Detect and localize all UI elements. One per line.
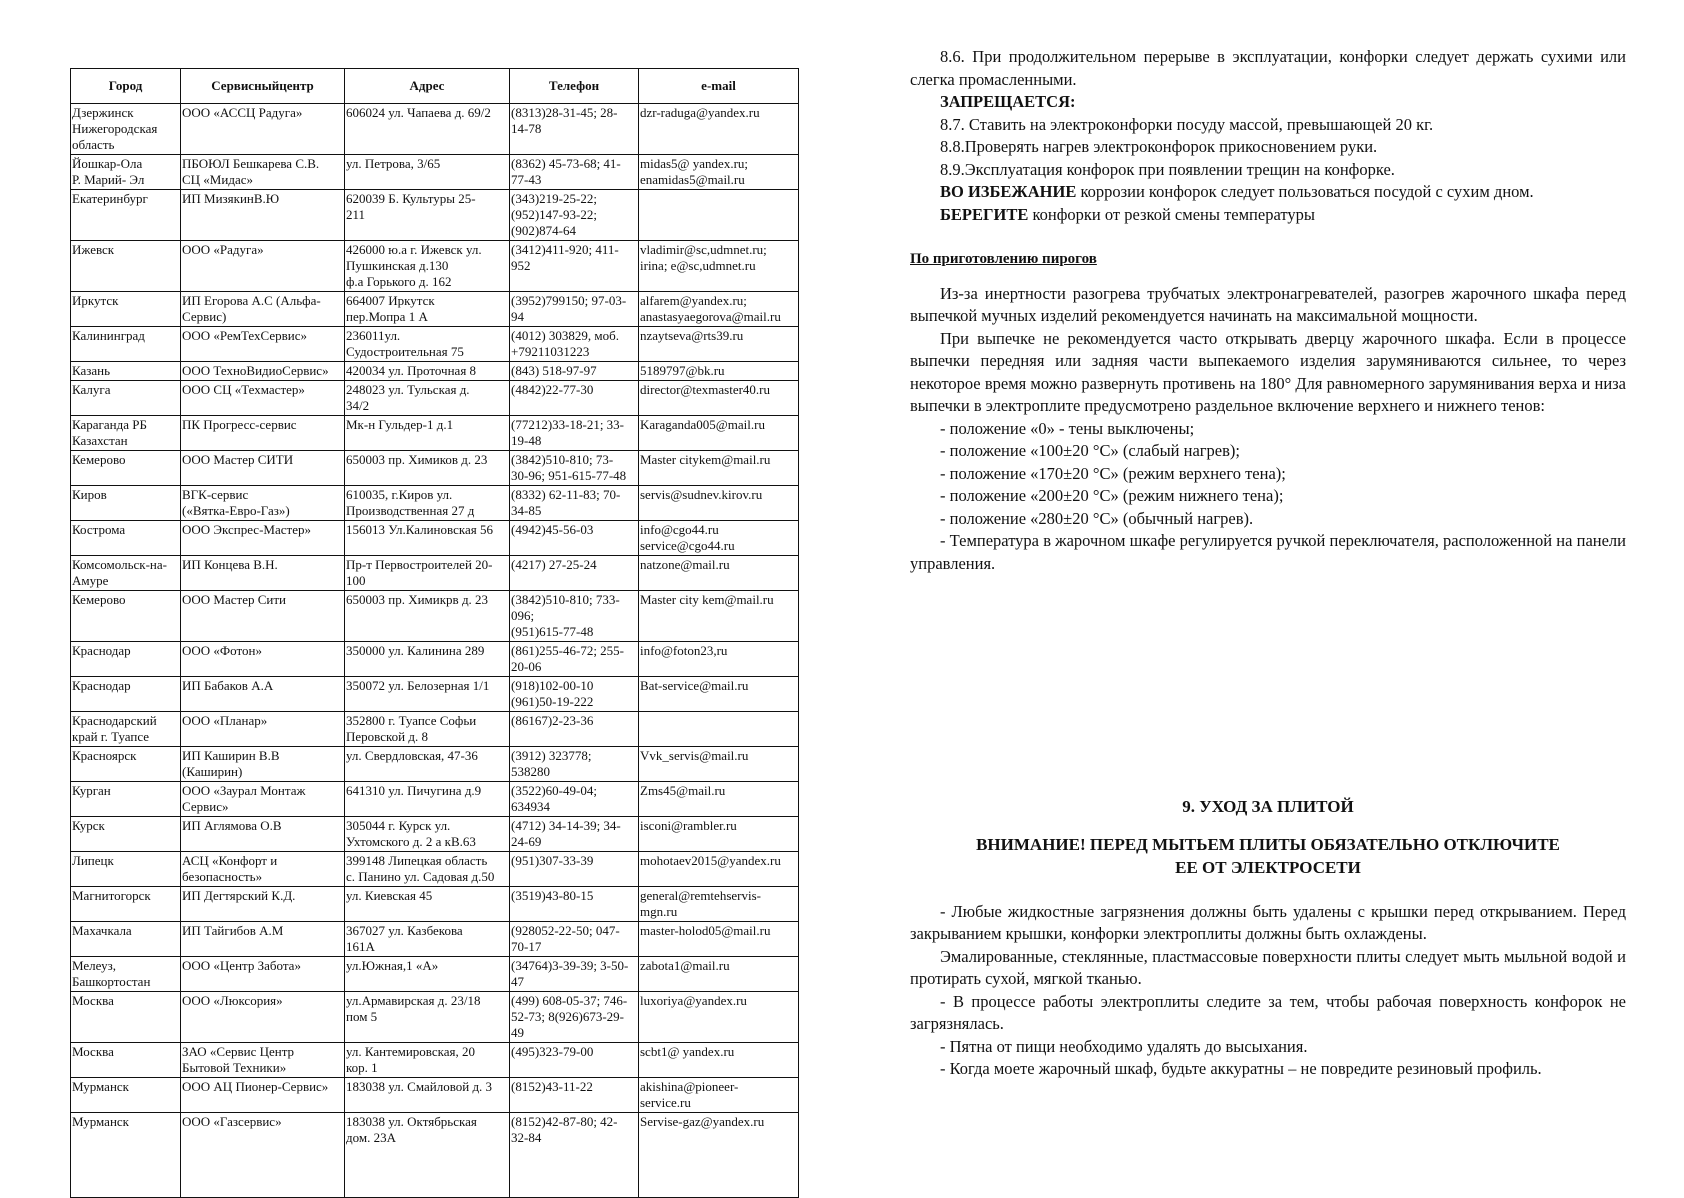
care-paragraphs <box>910 901 1626 1081</box>
table-row <box>71 292 799 327</box>
warning-line-2: ЕЕ ОТ ЭЛЕКТРОСЕТИ <box>1175 857 1361 877</box>
position-item: - положение «100±20 °С» (слабый нагрев); <box>940 441 1241 460</box>
phone-cell: (951)307-33-39 <box>510 852 639 887</box>
address-cell: 183038 ул. Смайловой д. 3 <box>345 1078 510 1113</box>
service-center-cell: ООО «Центр Забота» <box>181 957 345 992</box>
email-cell: akishina@pioneer- service.ru <box>639 1078 799 1113</box>
city-cell: Краснодарский край г. Туапсе <box>71 712 181 747</box>
position-item: - положение «0» - тены выключены; <box>940 418 1195 438</box>
phone-cell: (343)219-25-22; (952)147-93-22; (902)874-64 <box>510 190 639 241</box>
pies-paragraph-3: - Температура в жарочном шкафе регулируется ручкой переключателя, расположенной на панели управления. <box>910 531 1626 573</box>
address-cell: 620039 Б. Культуры 25- 211 <box>345 190 510 241</box>
rule-8-8: 8.8.Проверять нагрев электроконфорок прикосновением руки. <box>940 137 1378 156</box>
email-cell: info@foton23,ru <box>639 642 799 677</box>
city-cell: Екатеринбург <box>71 190 181 241</box>
service-center-cell: ООО Экспрес-Мастер» <box>181 521 345 556</box>
service-center-cell: ООО ТехноВидиоСервис» <box>181 362 345 381</box>
service-center-cell: ООО АЦ Пионер-Сервис» <box>181 1078 345 1113</box>
city-cell: Казань <box>71 362 181 381</box>
positions-list <box>910 418 1626 531</box>
email-cell: zabota1@mail.ru <box>639 957 799 992</box>
city-cell: Иркутск <box>71 292 181 327</box>
service-center-cell: ПК Прогресс-сервис <box>181 416 345 451</box>
city-cell: Мурманск <box>71 1113 181 1198</box>
service-center-cell: АСЦ «Конфорт и безопасность» <box>181 852 345 887</box>
email-cell: vladimir@sc,udmnet.ru; irina; e@sc,udmnet.ru <box>639 241 799 292</box>
address-cell: 641310 ул. Пичугина д.9 <box>345 782 510 817</box>
table-row <box>71 556 799 591</box>
service-center-cell: ВГК-сервис («Вятка-Евро-Газ») <box>181 486 345 521</box>
city-cell: Кострома <box>71 521 181 556</box>
city-cell: Калуга <box>71 381 181 416</box>
table-row <box>71 677 799 712</box>
phone-cell: (8152)43-11-22 <box>510 1078 639 1113</box>
table-row <box>71 486 799 521</box>
address-cell: ул. Кантемировская, 20 кор. 1 <box>345 1043 510 1078</box>
service-center-cell: ООО «Люксория» <box>181 992 345 1043</box>
table-row <box>71 817 799 852</box>
warning-line-1: ВНИМАНИЕ! ПЕРЕД МЫТЬЕМ ПЛИТЫ ОБЯЗАТЕЛЬНО ОТКЛЮЧИТЕ <box>976 834 1560 854</box>
address-cell: 350072 ул. Белозерная 1/1 <box>345 677 510 712</box>
city-cell: Краснодар <box>71 677 181 712</box>
service-center-cell: ЗАО «Сервис Центр Бытовой Техники» <box>181 1043 345 1078</box>
table-row <box>71 1043 799 1078</box>
email-cell: master-holod05@mail.ru <box>639 922 799 957</box>
table-row <box>71 957 799 992</box>
care-paragraph: - Когда моете жарочный шкаф, будьте аккуратны – не повредите резиновый профиль. <box>940 1059 1542 1078</box>
address-cell: 367027 ул. Казбекова 161А <box>345 922 510 957</box>
table-row <box>71 922 799 957</box>
service-center-cell: ИП Каширин В.В (Каширин) <box>181 747 345 782</box>
email-cell: 5189797@bk.ru <box>639 362 799 381</box>
email-cell: dzr-raduga@yandex.ru <box>639 104 799 155</box>
city-cell: Курган <box>71 782 181 817</box>
avoid-text: коррозии конфорок следует пользоваться посудой с сухим дном. <box>1076 182 1534 201</box>
email-cell: Vvk_servis@mail.ru <box>639 747 799 782</box>
table-row <box>71 747 799 782</box>
phone-cell: (499) 608-05-37; 746- 52-73; 8(926)673-29- 49 <box>510 992 639 1043</box>
service-center-cell: ИП Тайгибов А.М <box>181 922 345 957</box>
phone-cell: (3412)411-920; 411- 952 <box>510 241 639 292</box>
address-cell: 352800 г. Туапсе Софьи Перовской д. 8 <box>345 712 510 747</box>
city-cell: Курск <box>71 817 181 852</box>
position-item: - положение «200±20 °С» (режим нижнего тена); <box>940 486 1284 505</box>
table-row <box>71 416 799 451</box>
protect-bold: БЕРЕГИТЕ <box>940 204 1029 224</box>
address-cell: 350000 ул. Калинина 289 <box>345 642 510 677</box>
email-cell: Zms45@mail.ru <box>639 782 799 817</box>
email-cell: Master citykem@mail.ru <box>639 451 799 486</box>
phone-cell: (4842)22-77-30 <box>510 381 639 416</box>
address-cell: 426000 ю.а г. Ижевск ул. Пушкинская д.130 ф.а Горького д. 162 <box>345 241 510 292</box>
service-center-cell: ООО СЦ «Техмастер» <box>181 381 345 416</box>
phone-cell: (3842)510-810; 73- 30-96; 951-615-77-48 <box>510 451 639 486</box>
email-cell: Master city kem@mail.ru <box>639 591 799 642</box>
address-cell: 606024 ул. Чапаева д. 69/2 <box>345 104 510 155</box>
service-center-cell: ИП Концева В.Н. <box>181 556 345 591</box>
table-row <box>71 1078 799 1113</box>
email-cell: midas5@ yandex.ru; enamidas5@mail.ru <box>639 155 799 190</box>
city-cell: Москва <box>71 1043 181 1078</box>
email-cell: luxoriya@yandex.ru <box>639 992 799 1043</box>
phone-cell: (928052-22-50; 047- 70-17 <box>510 922 639 957</box>
address-cell: 610035, г.Киров ул. Производственная 27 д <box>345 486 510 521</box>
address-cell: ул.Армавирская д. 23/18 пом 5 <box>345 992 510 1043</box>
email-cell: Servise-gaz@yandex.ru <box>639 1113 799 1198</box>
care-section <box>910 796 1626 1081</box>
care-paragraph: Эмалированные, стеклянные, пластмассовые поверхности плиты следует мыть мыльной водой и протирать сухой, мягкой тканью. <box>910 946 1626 988</box>
phone-cell: (861)255-46-72; 255- 20-06 <box>510 642 639 677</box>
email-cell: mohotaev2015@yandex.ru <box>639 852 799 887</box>
column-header: Телефон <box>510 69 639 104</box>
email-cell: Bat-service@mail.ru <box>639 677 799 712</box>
service-center-cell: ООО «Планар» <box>181 712 345 747</box>
table-row <box>71 104 799 155</box>
rule-8-6: 8.6. При продолжительном перерыве в эксплуатации, конфорки следует держать сухими или слегка промасленными. <box>910 47 1626 89</box>
care-paragraph: - Пятна от пищи необходимо удалять до высыхания. <box>940 1036 1308 1056</box>
city-cell: Калининград <box>71 327 181 362</box>
table-row <box>71 642 799 677</box>
service-centers-table <box>70 68 799 1198</box>
pies-section <box>910 248 1626 575</box>
phone-cell: (3912) 323778; 538280 <box>510 747 639 782</box>
email-cell: alfarem@yandex.ru; anastasyaegorova@mail.ru <box>639 292 799 327</box>
rule-8-9: 8.9.Эксплуатация конфорок при появлении трещин на конфорке. <box>940 159 1395 179</box>
city-cell: Дзержинск Нижегородская область <box>71 104 181 155</box>
table-header-row <box>71 69 799 104</box>
table-row <box>71 381 799 416</box>
email-cell <box>639 712 799 747</box>
phone-cell: (4217) 27-25-24 <box>510 556 639 591</box>
rule-8-7: 8.7. Ставить на электроконфорки посуду массой, превышающей 20 кг. <box>940 114 1434 134</box>
address-cell: 399148 Липецкая область с. Панино ул. Садовая д.50 <box>345 852 510 887</box>
service-center-cell: ИП Аглямова О.В <box>181 817 345 852</box>
city-cell: Москва <box>71 992 181 1043</box>
care-paragraph: - В процессе работы электроплиты следите за тем, чтобы рабочая поверхность конфорок не загрязнялась. <box>910 991 1626 1033</box>
service-center-cell: ООО «РемТехСервис» <box>181 327 345 362</box>
email-cell: info@cgo44.ru service@cgo44.ru <box>639 521 799 556</box>
city-cell: Мелеуз, Башкортостан <box>71 957 181 992</box>
city-cell: Краснодар <box>71 642 181 677</box>
service-center-cell: ИП Егорова А.С (Альфа- Сервис) <box>181 292 345 327</box>
city-cell: Киров <box>71 486 181 521</box>
avoid-bold: ВО ИЗБЕЖАНИЕ <box>940 182 1077 201</box>
city-cell: Ижевск <box>71 241 181 292</box>
service-center-cell: ООО «Газсервис» <box>181 1113 345 1198</box>
phone-cell: (495)323-79-00 <box>510 1043 639 1078</box>
phone-cell: (86167)2-23-36 <box>510 712 639 747</box>
email-cell: Karaganda005@mail.ru <box>639 416 799 451</box>
phone-cell: (8152)42-87-80; 42- 32-84 <box>510 1113 639 1198</box>
address-cell: Пр-т Первостроителей 20- 100 <box>345 556 510 591</box>
phone-cell: (3519)43-80-15 <box>510 887 639 922</box>
service-center-cell: ИП Дегтярский К.Д. <box>181 887 345 922</box>
email-cell: director@texmaster40.ru <box>639 381 799 416</box>
phone-cell: (8313)28-31-45; 28- 14-78 <box>510 104 639 155</box>
city-cell: Караганда РБ Казахстан <box>71 416 181 451</box>
care-paragraph: - Любые жидкостные загрязнения должны быть удалены с крышки перед открыванием. Перед закрыванием крышки, конфорки электроплиты должны быть охлаждены. <box>910 901 1626 943</box>
phone-cell: (4942)45-56-03 <box>510 521 639 556</box>
table-row <box>71 241 799 292</box>
address-cell: 664007 Иркутск пер.Мопра 1 А <box>345 292 510 327</box>
pies-paragraph-2: При выпечке не рекомендуется часто открывать дверцу жарочного шкафа. Если в процессе выпечки передняя или задняя части выпекаемого изделия зарумяниваются сильнее, то через некоторое время можно развернуть противень на 180° Для равномерного зарумянивания верха и низа выпечки в электроплите предусмотрено раздельное включение верхнего и нижнего тенов: <box>910 328 1626 415</box>
address-cell: 420034 ул. Проточная 8 <box>345 362 510 381</box>
address-cell: ул. Киевская 45 <box>345 887 510 922</box>
column-header: Адрес <box>345 69 510 104</box>
address-cell: Мк-н Гульдер-1 д.1 <box>345 416 510 451</box>
phone-cell: (3842)510-810; 733- 096; (951)615-77-48 <box>510 591 639 642</box>
email-cell: scbt1@ yandex.ru <box>639 1043 799 1078</box>
service-center-cell: ООО «Радуга» <box>181 241 345 292</box>
table-row <box>71 1113 799 1198</box>
address-cell: 305044 г. Курск ул. Ухтомского д. 2 а кВ.63 <box>345 817 510 852</box>
address-cell: 248023 ул. Тульская д. 34/2 <box>345 381 510 416</box>
phone-cell: (3952)799150; 97-03- 94 <box>510 292 639 327</box>
phone-cell: (3522)60-49-04; 634934 <box>510 782 639 817</box>
table-row <box>71 521 799 556</box>
phone-cell: (918)102-00-10 (961)50-19-222 <box>510 677 639 712</box>
table-row <box>71 591 799 642</box>
email-cell <box>639 190 799 241</box>
protect-note <box>910 204 1626 227</box>
address-cell: 236011ул. Судостроительная 75 <box>345 327 510 362</box>
phone-cell: (77212)33-18-21; 33- 19-48 <box>510 416 639 451</box>
city-cell: Магнитогорск <box>71 887 181 922</box>
phone-cell: (8362) 45-73-68; 41- 77-43 <box>510 155 639 190</box>
city-cell: Красноярск <box>71 747 181 782</box>
address-cell: 183038 ул. Октябрьская дом. 23А <box>345 1113 510 1198</box>
pies-paragraph-1: Из-за инертности разогрева трубчатых электронагревателей, разогрев жарочного шкафа перед выпечкой мучных изделий рекомендуется начинать на максимальной мощности. <box>910 283 1626 325</box>
city-cell: Комсомольск-на- Амуре <box>71 556 181 591</box>
service-center-cell: ООО Мастер Сити <box>181 591 345 642</box>
address-cell: 650003 пр. Химиков д. 23 <box>345 451 510 486</box>
service-center-cell: ООО «Заурал Монтаж Сервис» <box>181 782 345 817</box>
column-header: e-mail <box>639 69 799 104</box>
city-cell: Кемерово <box>71 591 181 642</box>
phone-cell: (4712) 34-14-39; 34- 24-69 <box>510 817 639 852</box>
city-cell: Мурманск <box>71 1078 181 1113</box>
city-cell: Махачкала <box>71 922 181 957</box>
email-cell: servis@sudnev.kirov.ru <box>639 486 799 521</box>
avoid-note <box>910 181 1626 204</box>
pies-heading: По приготовлению пирогов <box>910 251 1097 267</box>
service-center-cell: ИП Бабаков А.А <box>181 677 345 712</box>
address-cell: ул. Свердловская, 47-36 <box>345 747 510 782</box>
table-row <box>71 327 799 362</box>
email-cell: general@remtehservis- mgn.ru <box>639 887 799 922</box>
service-center-cell: ПБОЮЛ Бешкарева С.В. СЦ «Мидас» <box>181 155 345 190</box>
phone-cell: (8332) 62-11-83; 70- 34-85 <box>510 486 639 521</box>
email-cell: isconi@rambler.ru <box>639 817 799 852</box>
email-cell: natzone@mail.ru <box>639 556 799 591</box>
column-header: Сервисныйцентр <box>181 69 345 104</box>
forbidden-heading: ЗАПРЕЩАЕТСЯ: <box>940 92 1076 111</box>
position-item: - положение «280±20 °С» (обычный нагрев). <box>940 508 1254 528</box>
address-cell: 650003 пр. Химикрв д. 23 <box>345 591 510 642</box>
service-center-cell: ООО «Фотон» <box>181 642 345 677</box>
phone-cell: (34764)3-39-39; 3-50- 47 <box>510 957 639 992</box>
phone-cell: (4012) 303829, моб. +79211031223 <box>510 327 639 362</box>
city-cell: Липецк <box>71 852 181 887</box>
column-header: Город <box>71 69 181 104</box>
protect-text: конфорки от резкой смены температуры <box>1028 204 1315 224</box>
table-row <box>71 155 799 190</box>
care-heading: 9. УХОД ЗА ПЛИТОЙ <box>1182 797 1354 816</box>
table-row <box>71 887 799 922</box>
service-center-cell: ООО Мастер СИТИ <box>181 451 345 486</box>
table-row <box>71 712 799 747</box>
address-cell: ул.Южная,1 «А» <box>345 957 510 992</box>
table-row <box>71 782 799 817</box>
position-item: - положение «170±20 °С» (режим верхнего тена); <box>940 463 1286 483</box>
service-center-cell: ООО «АССЦ Радуга» <box>181 104 345 155</box>
table-row <box>71 451 799 486</box>
service-center-cell: ИП МизякинВ.Ю <box>181 190 345 241</box>
city-cell: Кемерово <box>71 451 181 486</box>
table-row <box>71 362 799 381</box>
address-cell: 156013 Ул.Калиновская 56 <box>345 521 510 556</box>
city-cell: Йошкар-Ола Р. Марий- Эл <box>71 155 181 190</box>
storage-rules-section <box>910 46 1626 226</box>
table-row <box>71 992 799 1043</box>
phone-cell: (843) 518-97-97 <box>510 362 639 381</box>
table-row <box>71 852 799 887</box>
address-cell: ул. Петрова, 3/65 <box>345 155 510 190</box>
email-cell: nzaytseva@rts39.ru <box>639 327 799 362</box>
table-row <box>71 190 799 241</box>
